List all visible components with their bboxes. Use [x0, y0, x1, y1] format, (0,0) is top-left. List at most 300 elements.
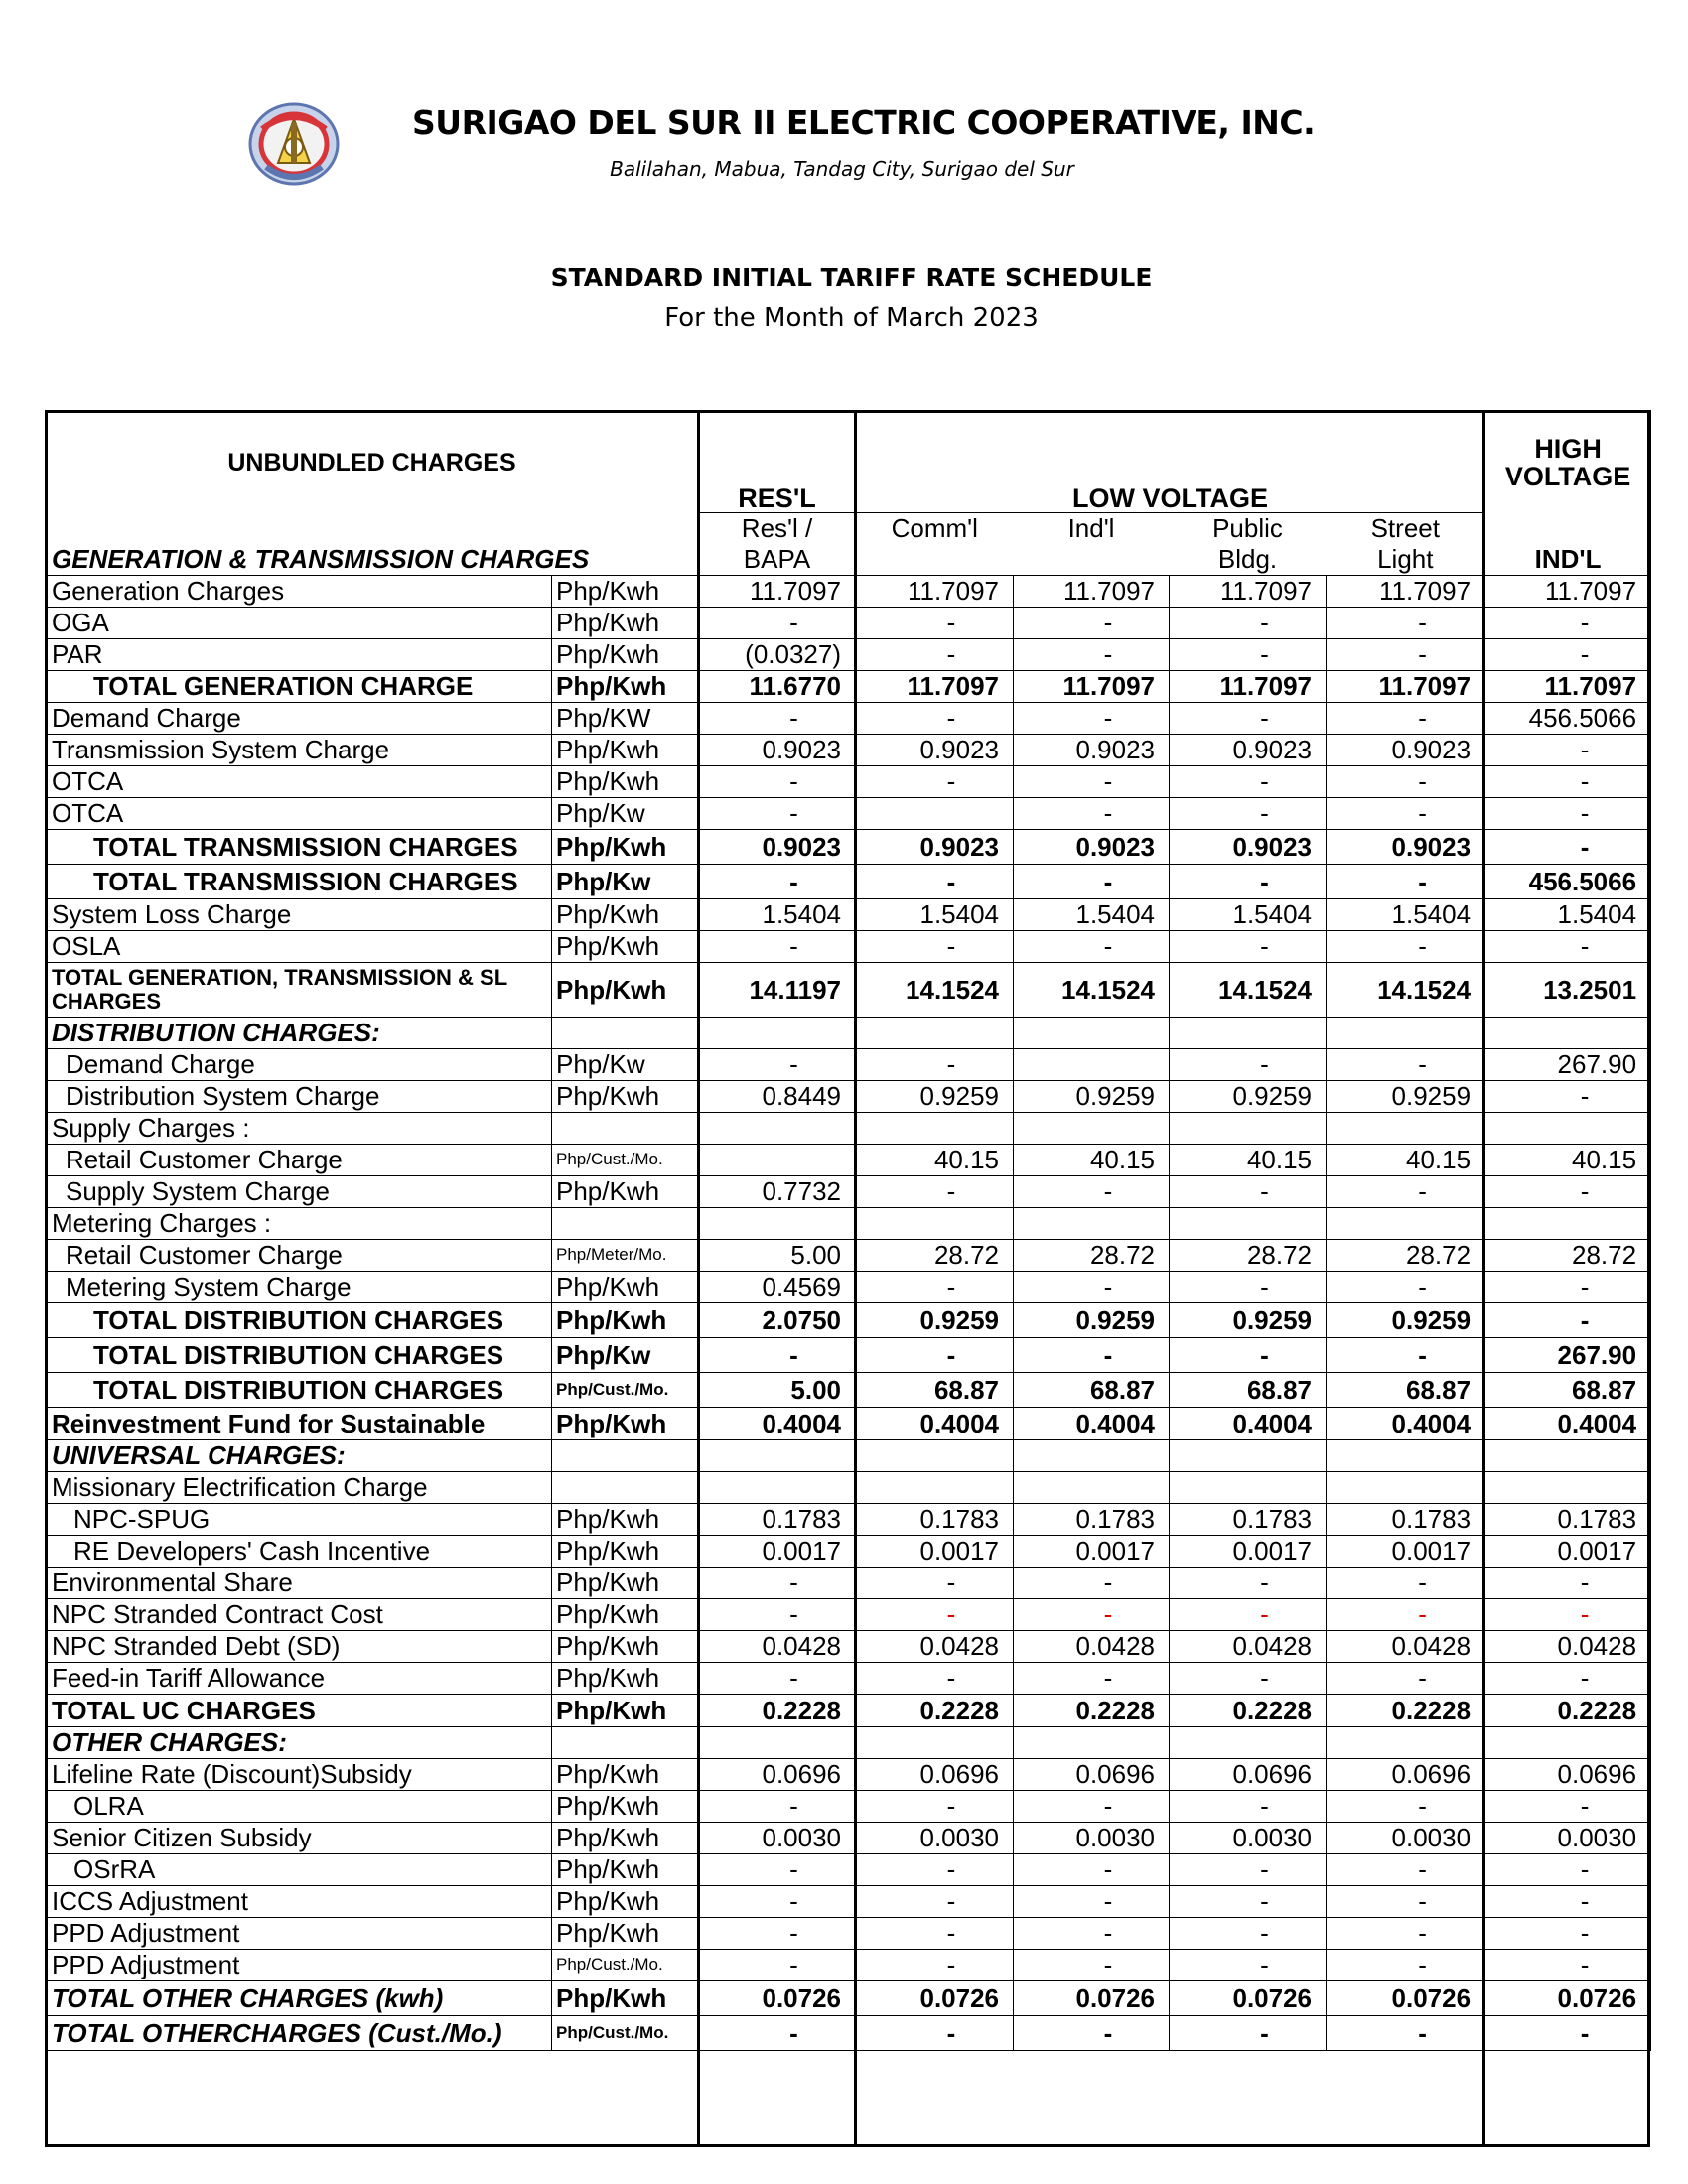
- rate-cell: 0.4004: [856, 1407, 1014, 1439]
- document-header: [0, 0, 1688, 397]
- rate-cell: 0.0030: [1014, 1822, 1170, 1853]
- table-border-resl-divider: [854, 410, 857, 2147]
- row-unit: [552, 1207, 699, 1239]
- rate-cell: -: [856, 702, 1014, 734]
- rate-cell: -: [1170, 1885, 1327, 1917]
- rate-cell: [1170, 1207, 1327, 1239]
- rate-cell: 14.1197: [699, 962, 856, 1017]
- rate-cell: 0.1783: [1327, 1503, 1485, 1535]
- rate-cell: 11.7097: [1014, 575, 1170, 607]
- row-label: OTCA: [46, 765, 552, 797]
- table-row: [46, 1949, 1651, 1980]
- row-unit: [552, 1439, 699, 1471]
- rate-cell: 0.0030: [1327, 1822, 1485, 1853]
- row-label: TOTAL GENERATION CHARGE: [46, 670, 552, 702]
- rate-cell: -: [1327, 1271, 1485, 1302]
- row-label: System Loss Charge: [46, 898, 552, 930]
- row-unit: Php/Kwh: [552, 1822, 699, 1853]
- rate-cell: 0.0017: [856, 1535, 1014, 1567]
- rate-cell: [1014, 1112, 1170, 1144]
- rate-cell: -: [1485, 1949, 1651, 1980]
- row-label: Feed-in Tariff Allowance: [46, 1662, 552, 1694]
- rate-cell: 11.7097: [1485, 575, 1651, 607]
- rate-cell: 0.1783: [1014, 1503, 1170, 1535]
- rate-cell: -: [1014, 1917, 1170, 1949]
- row-label: DISTRIBUTION CHARGES:: [46, 1017, 552, 1048]
- rate-cell: -: [1485, 1302, 1651, 1337]
- table-border-label-divider: [697, 410, 700, 2147]
- rate-cell: 40.15: [1170, 1144, 1327, 1175]
- row-unit: [552, 1726, 699, 1758]
- rate-cell: 0.1783: [1485, 1503, 1651, 1535]
- rate-cell: 0.9023: [1327, 734, 1485, 765]
- rate-cell: 0.9259: [1327, 1302, 1485, 1337]
- rate-cell: 0.9023: [856, 829, 1014, 864]
- rate-cell: -: [856, 1271, 1014, 1302]
- rate-cell: 11.7097: [1327, 575, 1485, 607]
- rate-cell: -: [699, 1048, 856, 1080]
- row-unit: [552, 1112, 699, 1144]
- rate-cell: -: [1014, 1885, 1170, 1917]
- rate-cell: -: [1014, 638, 1170, 670]
- rate-cell: 0.0017: [699, 1535, 856, 1567]
- rate-cell: -: [1170, 1790, 1327, 1822]
- rate-cell: [856, 797, 1014, 829]
- row-label: TOTAL DISTRIBUTION CHARGES: [46, 1337, 552, 1372]
- row-unit: Php/KW: [552, 702, 699, 734]
- rate-cell: -: [699, 864, 856, 898]
- table-row: [46, 1535, 1651, 1567]
- rate-cell: -: [1170, 797, 1327, 829]
- rate-cell: 0.0030: [1485, 1822, 1651, 1853]
- rate-cell: -: [1327, 1949, 1485, 1980]
- table-row: [46, 829, 1651, 864]
- row-unit: Php/Kwh: [552, 1598, 699, 1630]
- rate-cell: -: [1485, 1175, 1651, 1207]
- rate-cell: 40.15: [1485, 1144, 1651, 1175]
- rate-cell: [1327, 1207, 1485, 1239]
- rate-cell: -: [1485, 1917, 1651, 1949]
- table-row: [46, 638, 1651, 670]
- rate-cell: 0.0726: [1485, 1980, 1651, 2015]
- rate-cell: [1014, 1017, 1170, 1048]
- rate-cell: -: [1170, 1271, 1327, 1302]
- row-unit: Php/Kwh: [552, 1503, 699, 1535]
- rate-cell: 0.0726: [699, 1980, 856, 2015]
- rate-cell: -: [856, 1790, 1014, 1822]
- rate-cell: 1.5404: [1170, 898, 1327, 930]
- row-unit: Php/Kwh: [552, 1407, 699, 1439]
- rate-cell: 11.7097: [856, 575, 1014, 607]
- address-text: Balilahan, Mabua, Tandag City, Surigao del Sur: [610, 157, 1074, 181]
- rate-cell: 0.4004: [699, 1407, 856, 1439]
- sub-comm: Comm'l: [856, 512, 1014, 544]
- rate-cell: -: [1327, 797, 1485, 829]
- rate-cell: 0.9259: [1327, 1080, 1485, 1112]
- row-unit: Php/Cust./Mo.: [552, 1372, 699, 1407]
- rate-cell: -: [1327, 930, 1485, 962]
- rate-cell: 0.0726: [1327, 1980, 1485, 2015]
- rate-cell: -: [856, 1917, 1014, 1949]
- rate-cell: [1485, 1207, 1651, 1239]
- rate-cell: [699, 1112, 856, 1144]
- rate-cell: 0.9259: [856, 1302, 1014, 1337]
- rate-cell: [856, 1726, 1014, 1758]
- rate-cell: -: [856, 1567, 1014, 1598]
- row-label: NPC Stranded Debt (SD): [46, 1630, 552, 1662]
- row-label: TOTAL DISTRIBUTION CHARGES: [46, 1372, 552, 1407]
- sub-hv-indl: IND'L: [1485, 544, 1651, 576]
- rate-cell: [856, 1439, 1014, 1471]
- row-label: PPD Adjustment: [46, 1917, 552, 1949]
- rate-cell: -: [856, 1175, 1014, 1207]
- rate-cell: -: [856, 1337, 1014, 1372]
- rate-cell: -: [856, 607, 1014, 638]
- rate-cell: -: [699, 607, 856, 638]
- resl-heading: RES'L: [699, 412, 856, 513]
- rate-cell: 0.0017: [1485, 1535, 1651, 1567]
- rate-cell: -: [699, 930, 856, 962]
- rate-cell: -: [1014, 607, 1170, 638]
- table-row: [46, 1239, 1651, 1271]
- sub-public-2: Bldg.: [1170, 544, 1327, 576]
- rate-cell: -: [856, 1885, 1014, 1917]
- row-label: Retail Customer Charge: [46, 1239, 552, 1271]
- rate-cell: -: [699, 1949, 856, 1980]
- rate-cell: -: [1485, 1853, 1651, 1885]
- rate-cell: -: [1327, 1853, 1485, 1885]
- rate-cell: 0.0030: [856, 1822, 1014, 1853]
- rate-cell: 40.15: [1014, 1144, 1170, 1175]
- schedule-period: For the Month of March 2023: [664, 303, 1039, 333]
- rate-cell: 1.5404: [699, 898, 856, 930]
- rate-cell: 68.87: [856, 1372, 1014, 1407]
- rate-cell: 11.7097: [856, 670, 1014, 702]
- row-unit: Php/Kwh: [552, 1567, 699, 1598]
- rate-cell: 14.1524: [1170, 962, 1327, 1017]
- rate-cell: -: [1014, 1853, 1170, 1885]
- rate-cell: 0.9023: [699, 734, 856, 765]
- rate-cell: -: [1170, 1949, 1327, 1980]
- rate-cell: -: [1014, 1949, 1170, 1980]
- table-row: [46, 1175, 1651, 1207]
- table-row: [46, 1302, 1651, 1337]
- high-voltage-heading-1: HIGH: [1485, 412, 1651, 464]
- table-row: [46, 1271, 1651, 1302]
- rate-cell: [1170, 1112, 1327, 1144]
- row-unit: Php/Kwh: [552, 1790, 699, 1822]
- schedule-title: STANDARD INITIAL TARIFF RATE SCHEDULE: [550, 263, 1153, 292]
- rate-cell: -: [1327, 1790, 1485, 1822]
- rate-cell: [1327, 1439, 1485, 1471]
- rate-cell: -: [1014, 864, 1170, 898]
- low-voltage-heading: LOW VOLTAGE: [856, 412, 1485, 513]
- rate-cell: [1170, 1726, 1327, 1758]
- row-label: TOTAL OTHER CHARGES (kwh): [46, 1980, 552, 2015]
- table-border-bottom: [45, 2144, 1650, 2147]
- rate-cell: -: [1327, 1175, 1485, 1207]
- rate-cell: 68.87: [1327, 1372, 1485, 1407]
- rate-cell: 456.5066: [1485, 702, 1651, 734]
- table-row: [46, 1207, 1651, 1239]
- row-unit: Php/Kwh: [552, 962, 699, 1017]
- table-row: [46, 1503, 1651, 1535]
- row-unit: Php/Kwh: [552, 765, 699, 797]
- rate-cell: -: [1327, 1337, 1485, 1372]
- rate-cell: [1485, 1439, 1651, 1471]
- rate-cell: -: [1327, 1567, 1485, 1598]
- rate-cell: -: [1485, 1080, 1651, 1112]
- rate-cell: [699, 1439, 856, 1471]
- rate-cell: 0.4004: [1014, 1407, 1170, 1439]
- row-label: NPC Stranded Contract Cost: [46, 1598, 552, 1630]
- rate-cell: 1.5404: [856, 898, 1014, 930]
- row-unit: Php/Cust./Mo.: [552, 2015, 699, 2050]
- tariff-table: [45, 410, 1651, 2051]
- rate-cell: 0.0030: [1170, 1822, 1327, 1853]
- rate-cell: [1327, 1112, 1485, 1144]
- table-row: [46, 1694, 1651, 1726]
- rate-cell: -: [1485, 797, 1651, 829]
- rate-cell: 0.4004: [1170, 1407, 1327, 1439]
- table-row: [46, 607, 1651, 638]
- rate-cell: -: [1170, 930, 1327, 962]
- row-unit: Php/Kwh: [552, 1302, 699, 1337]
- rate-cell: (0.0327): [699, 638, 856, 670]
- table-row: [46, 1567, 1651, 1598]
- rate-cell: 0.4004: [1327, 1407, 1485, 1439]
- row-label: TOTAL DISTRIBUTION CHARGES: [46, 1302, 552, 1337]
- rate-cell: -: [1014, 1567, 1170, 1598]
- rate-cell: 40.15: [1327, 1144, 1485, 1175]
- rate-cell: 0.4004: [1485, 1407, 1651, 1439]
- row-unit: Php/Kw: [552, 797, 699, 829]
- rate-cell: -: [1170, 1917, 1327, 1949]
- rate-cell: 456.5066: [1485, 864, 1651, 898]
- rate-cell: -: [856, 1598, 1014, 1630]
- rate-cell: 0.2228: [1014, 1694, 1170, 1726]
- rate-cell: -: [1170, 702, 1327, 734]
- row-label: Reinvestment Fund for Sustainable: [46, 1407, 552, 1439]
- rate-cell: -: [1170, 1048, 1327, 1080]
- table-row: [46, 1017, 1651, 1048]
- row-label: OGA: [46, 607, 552, 638]
- rate-cell: 28.72: [1327, 1239, 1485, 1271]
- row-unit: Php/Kwh: [552, 829, 699, 864]
- rate-cell: 0.9259: [1014, 1080, 1170, 1112]
- row-label: PPD Adjustment: [46, 1949, 552, 1980]
- rate-cell: 0.0428: [1014, 1630, 1170, 1662]
- header-row-3: [46, 512, 1651, 544]
- table-row: [46, 702, 1651, 734]
- rate-cell: 267.90: [1485, 1048, 1651, 1080]
- table-row: [46, 1885, 1651, 1917]
- rate-cell: -: [1170, 607, 1327, 638]
- rate-cell: -: [1327, 864, 1485, 898]
- rate-cell: -: [1014, 1337, 1170, 1372]
- rate-cell: [1485, 1726, 1651, 1758]
- table-row: [46, 1372, 1651, 1407]
- sub-resl-1: Res'l /: [699, 512, 856, 544]
- rate-cell: 0.0696: [1327, 1758, 1485, 1790]
- row-unit: Php/Kwh: [552, 1758, 699, 1790]
- row-unit: Php/Kwh: [552, 575, 699, 607]
- rate-cell: -: [1014, 1662, 1170, 1694]
- table-row: [46, 2015, 1651, 2050]
- row-unit: Php/Kwh: [552, 670, 699, 702]
- rate-cell: -: [1485, 765, 1651, 797]
- rate-cell: [699, 1207, 856, 1239]
- rate-cell: -: [856, 2015, 1014, 2050]
- cooperative-name: SURIGAO DEL SUR II ELECTRIC COOPERATIVE, INC.: [412, 103, 1316, 142]
- rate-cell: -: [1485, 638, 1651, 670]
- header-blank-cell-hv: [1485, 512, 1651, 544]
- rate-cell: -: [1014, 2015, 1170, 2050]
- rate-cell: [699, 1471, 856, 1503]
- table-row: [46, 1822, 1651, 1853]
- rate-cell: -: [856, 1662, 1014, 1694]
- row-unit: Php/Kwh: [552, 1917, 699, 1949]
- rate-cell: -: [1014, 1271, 1170, 1302]
- rate-cell: 11.7097: [699, 575, 856, 607]
- rate-cell: 1.5404: [1014, 898, 1170, 930]
- table-row: [46, 1439, 1651, 1471]
- table-border-right: [1647, 410, 1650, 2147]
- rate-cell: -: [699, 1662, 856, 1694]
- rate-cell: -: [1327, 638, 1485, 670]
- row-unit: [552, 1017, 699, 1048]
- rate-cell: 0.7732: [699, 1175, 856, 1207]
- rate-cell: -: [1327, 607, 1485, 638]
- rate-cell: 0.0030: [699, 1822, 856, 1853]
- rate-cell: 0.0428: [856, 1630, 1014, 1662]
- rate-cell: 14.1524: [1014, 962, 1170, 1017]
- rate-cell: 0.0428: [699, 1630, 856, 1662]
- rate-cell: -: [1170, 1175, 1327, 1207]
- rate-cell: -: [1485, 1662, 1651, 1694]
- table-row: [46, 1980, 1651, 2015]
- rate-cell: 0.9259: [1170, 1302, 1327, 1337]
- rate-cell: [1327, 1471, 1485, 1503]
- rate-cell: 0.1783: [699, 1503, 856, 1535]
- table-row: [46, 1917, 1651, 1949]
- row-unit: Php/Kwh: [552, 1535, 699, 1567]
- row-label: OSLA: [46, 930, 552, 962]
- table-row: [46, 1853, 1651, 1885]
- rate-cell: 0.0696: [699, 1758, 856, 1790]
- row-label: Lifeline Rate (Discount)Subsidy: [46, 1758, 552, 1790]
- rate-cell: [1170, 1017, 1327, 1048]
- sub-ind: Ind'l: [1014, 512, 1170, 544]
- rate-cell: -: [1327, 2015, 1485, 2050]
- rate-cell: [856, 1112, 1014, 1144]
- rate-cell: 0.0696: [1170, 1758, 1327, 1790]
- row-label: TOTAL UC CHARGES: [46, 1694, 552, 1726]
- rate-cell: 0.8449: [699, 1080, 856, 1112]
- rate-cell: -: [1014, 765, 1170, 797]
- rate-cell: -: [1170, 1853, 1327, 1885]
- row-unit: Php/Kwh: [552, 734, 699, 765]
- row-label: Distribution System Charge: [46, 1080, 552, 1112]
- rate-cell: 1.5404: [1327, 898, 1485, 930]
- rate-cell: 0.0726: [856, 1980, 1014, 2015]
- table-row: [46, 1790, 1651, 1822]
- rate-cell: [1485, 1471, 1651, 1503]
- table-row: [46, 575, 1651, 607]
- table-row: [46, 962, 1651, 1017]
- rate-cell: 11.7097: [1170, 575, 1327, 607]
- rate-cell: [1327, 1726, 1485, 1758]
- rate-cell: 0.2228: [1485, 1694, 1651, 1726]
- rate-cell: -: [1485, 2015, 1651, 2050]
- table-row: [46, 1080, 1651, 1112]
- rate-cell: -: [1327, 1917, 1485, 1949]
- rate-cell: 0.9023: [699, 829, 856, 864]
- rate-cell: 0.9023: [856, 734, 1014, 765]
- rate-cell: [856, 1017, 1014, 1048]
- row-label: NPC-SPUG: [46, 1503, 552, 1535]
- row-unit: Php/Kwh: [552, 1885, 699, 1917]
- rate-cell: -: [699, 1598, 856, 1630]
- header-row-4: [46, 544, 1651, 576]
- rate-cell: 11.7097: [1327, 670, 1485, 702]
- rate-cell: 0.0696: [1014, 1758, 1170, 1790]
- rate-cell: 0.0428: [1170, 1630, 1327, 1662]
- rate-cell: 267.90: [1485, 1337, 1651, 1372]
- table-row: [46, 1112, 1651, 1144]
- rate-cell: -: [1170, 2015, 1327, 2050]
- rate-cell: -: [856, 1048, 1014, 1080]
- rate-cell: -: [1485, 930, 1651, 962]
- table-row: [46, 1471, 1651, 1503]
- rate-cell: -: [699, 1337, 856, 1372]
- row-label: Supply Charges :: [46, 1112, 552, 1144]
- table-row: [46, 1598, 1651, 1630]
- rate-cell: 0.9023: [1327, 829, 1485, 864]
- rate-cell: -: [1485, 1790, 1651, 1822]
- rate-cell: 0.9023: [1014, 829, 1170, 864]
- row-label: OTCA: [46, 797, 552, 829]
- rate-cell: [1014, 1439, 1170, 1471]
- row-label: Supply System Charge: [46, 1175, 552, 1207]
- row-unit: Php/Kwh: [552, 607, 699, 638]
- rate-cell: -: [856, 1949, 1014, 1980]
- rate-cell: -: [1014, 797, 1170, 829]
- rate-cell: -: [1014, 1598, 1170, 1630]
- unbundled-charges-heading: UNBUNDLED CHARGES: [46, 412, 699, 513]
- row-unit: Php/Kw: [552, 1048, 699, 1080]
- row-label: OLRA: [46, 1790, 552, 1822]
- sub-street-2: Light: [1327, 544, 1485, 576]
- rate-cell: 0.1783: [1170, 1503, 1327, 1535]
- rate-cell: 0.9023: [1170, 734, 1327, 765]
- sub-ind-blank: [1014, 544, 1170, 576]
- rate-cell: -: [1327, 765, 1485, 797]
- row-unit: Php/Kwh: [552, 1853, 699, 1885]
- rate-cell: 28.72: [1170, 1239, 1327, 1271]
- table-row: [46, 1337, 1651, 1372]
- row-label: OTHER CHARGES:: [46, 1726, 552, 1758]
- rate-cell: 1.5404: [1485, 898, 1651, 930]
- table-row: [46, 1630, 1651, 1662]
- row-label: Missionary Electrification Charge: [46, 1471, 552, 1503]
- table-row: [46, 797, 1651, 829]
- row-unit: Php/Kwh: [552, 1980, 699, 2015]
- table-row: [46, 1758, 1651, 1790]
- table-row: [46, 1048, 1651, 1080]
- header-row-1: [46, 412, 1651, 464]
- rate-cell: -: [699, 797, 856, 829]
